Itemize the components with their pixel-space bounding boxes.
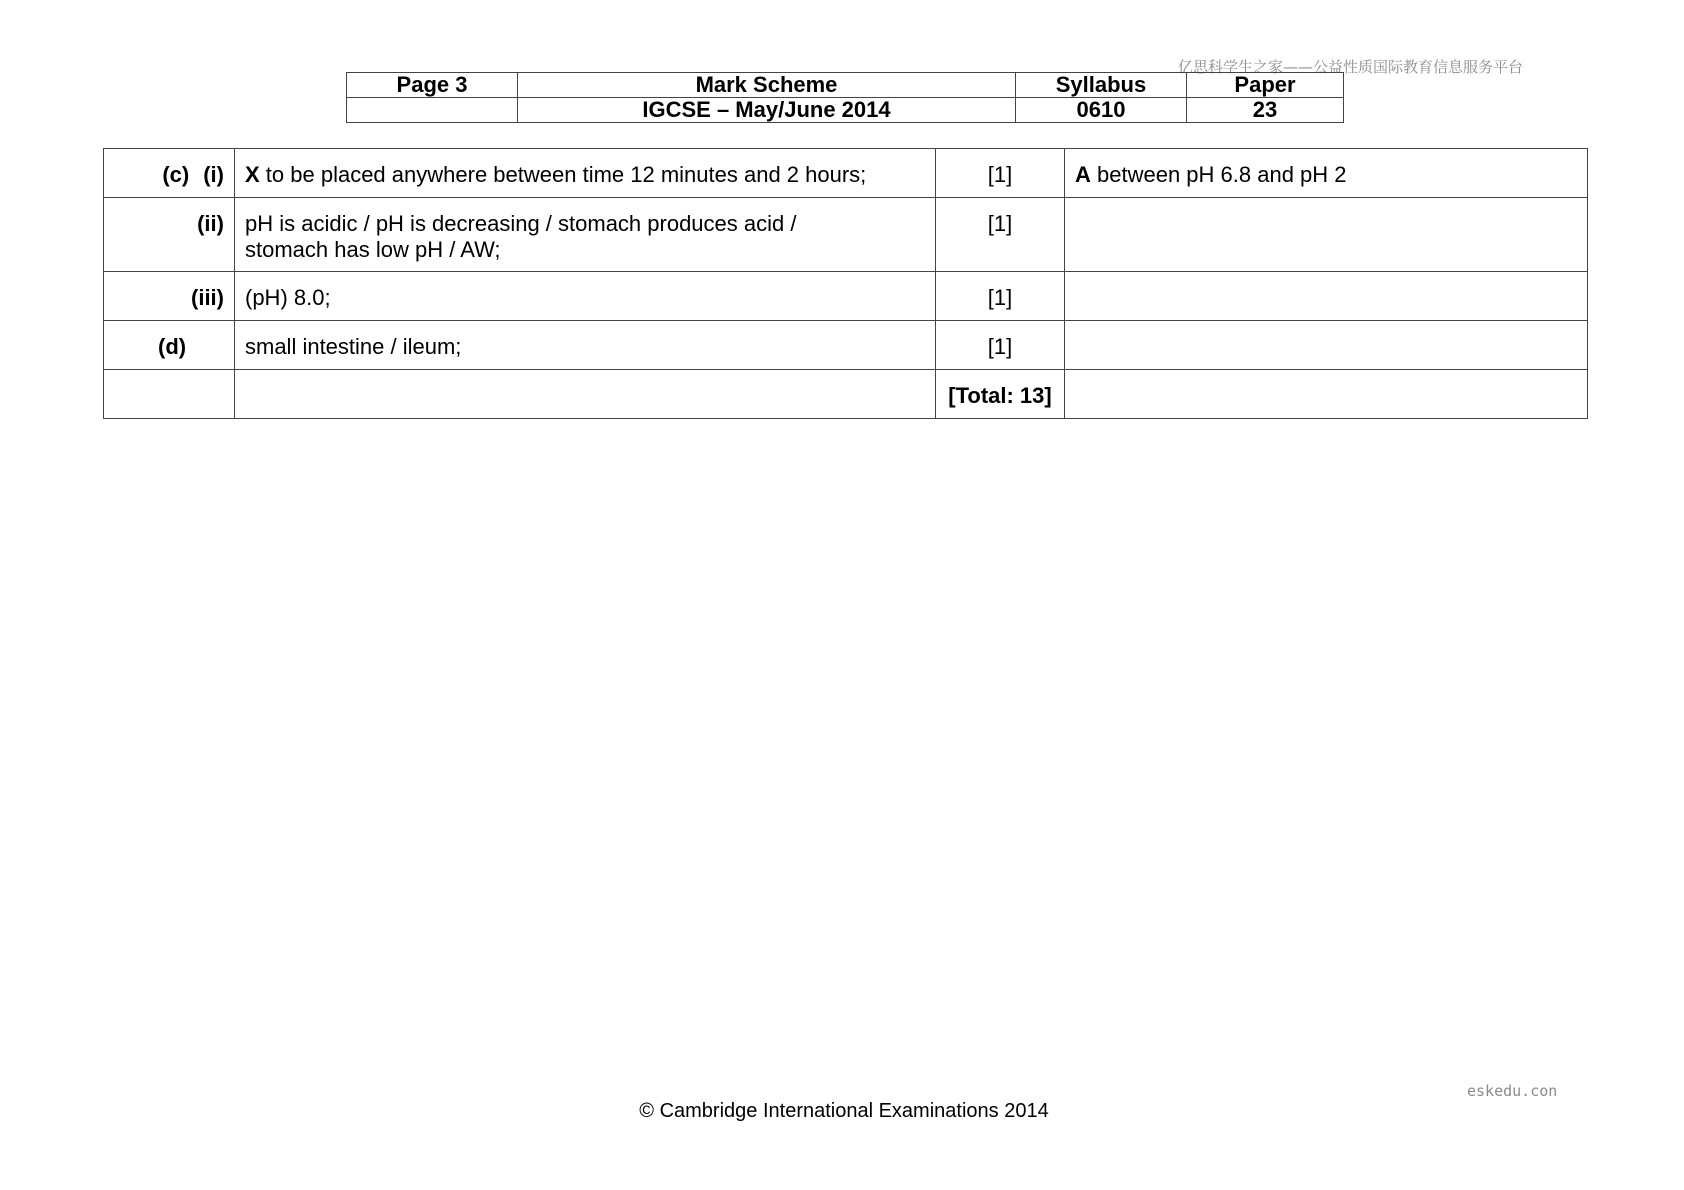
header-page: Page 3	[347, 73, 518, 98]
watermark-bottom-text: eskedu.con	[1467, 1082, 1558, 1100]
header-paper-label: Paper	[1187, 73, 1344, 98]
total-mark-cell: [Total: 13]	[936, 370, 1065, 419]
header-mark-scheme: Mark Scheme	[518, 73, 1016, 98]
answer-cell: small intestine / ileum;	[235, 321, 936, 370]
question-number-cell	[104, 198, 235, 272]
answer-line-2: stomach has low pH / AW;	[245, 237, 501, 262]
header-syllabus-code: 0610	[1016, 98, 1187, 123]
table-row	[104, 272, 1588, 321]
question-number-cell	[104, 149, 235, 198]
answer-bold-prefix: X	[245, 162, 260, 187]
question-label: (d)	[158, 334, 187, 359]
header-row-labels	[347, 73, 1344, 98]
page-header-table	[346, 72, 1344, 123]
mark-scheme-table	[103, 148, 1588, 419]
answer-cell	[235, 149, 936, 198]
question-number-cell	[104, 321, 235, 370]
answer-text: to be placed anywhere between time 12 minutes and 2 hours;	[259, 162, 867, 187]
table-row	[104, 149, 1588, 198]
mark-cell: [1]	[936, 321, 1065, 370]
answer-cell	[235, 370, 936, 419]
header-exam: IGCSE – May/June 2014	[518, 98, 1016, 123]
watermark-top-text: 亿思科学生之家——公益性质国际教育信息服务平台	[1178, 58, 1524, 76]
table-row	[104, 198, 1588, 272]
guidance-bold-prefix: A	[1075, 162, 1091, 187]
part-label: (iii)	[191, 285, 224, 310]
page-footer	[0, 1100, 1684, 1123]
guidance-cell	[1065, 149, 1588, 198]
answer-cell	[235, 198, 936, 272]
header-paper-number: 23	[1187, 98, 1344, 123]
mark-cell: [1]	[936, 149, 1065, 198]
question-number-cell	[104, 272, 235, 321]
header-row-values	[347, 98, 1344, 123]
table-row	[104, 321, 1588, 370]
header-syllabus-label: Syllabus	[1016, 73, 1187, 98]
guidance-cell	[1065, 272, 1588, 321]
table-row-total	[104, 370, 1588, 419]
guidance-cell	[1065, 198, 1588, 272]
question-number-cell	[104, 370, 235, 419]
guidance-text: between pH 6.8 and pH 2	[1090, 162, 1347, 187]
part-label: (ii)	[197, 211, 224, 236]
answer-cell: (pH) 8.0;	[235, 272, 936, 321]
part-label: (i)	[203, 162, 224, 187]
copyright-text: © Cambridge International Examinations 2014	[639, 1100, 1049, 1122]
mark-cell: [1]	[936, 198, 1065, 272]
guidance-cell	[1065, 321, 1588, 370]
header-empty-cell	[347, 98, 518, 123]
mark-cell: [1]	[936, 272, 1065, 321]
answer-line-1: pH is acidic / pH is decreasing / stomach produces acid /	[245, 211, 797, 236]
question-label: (c)	[162, 162, 190, 187]
guidance-cell	[1065, 370, 1588, 419]
